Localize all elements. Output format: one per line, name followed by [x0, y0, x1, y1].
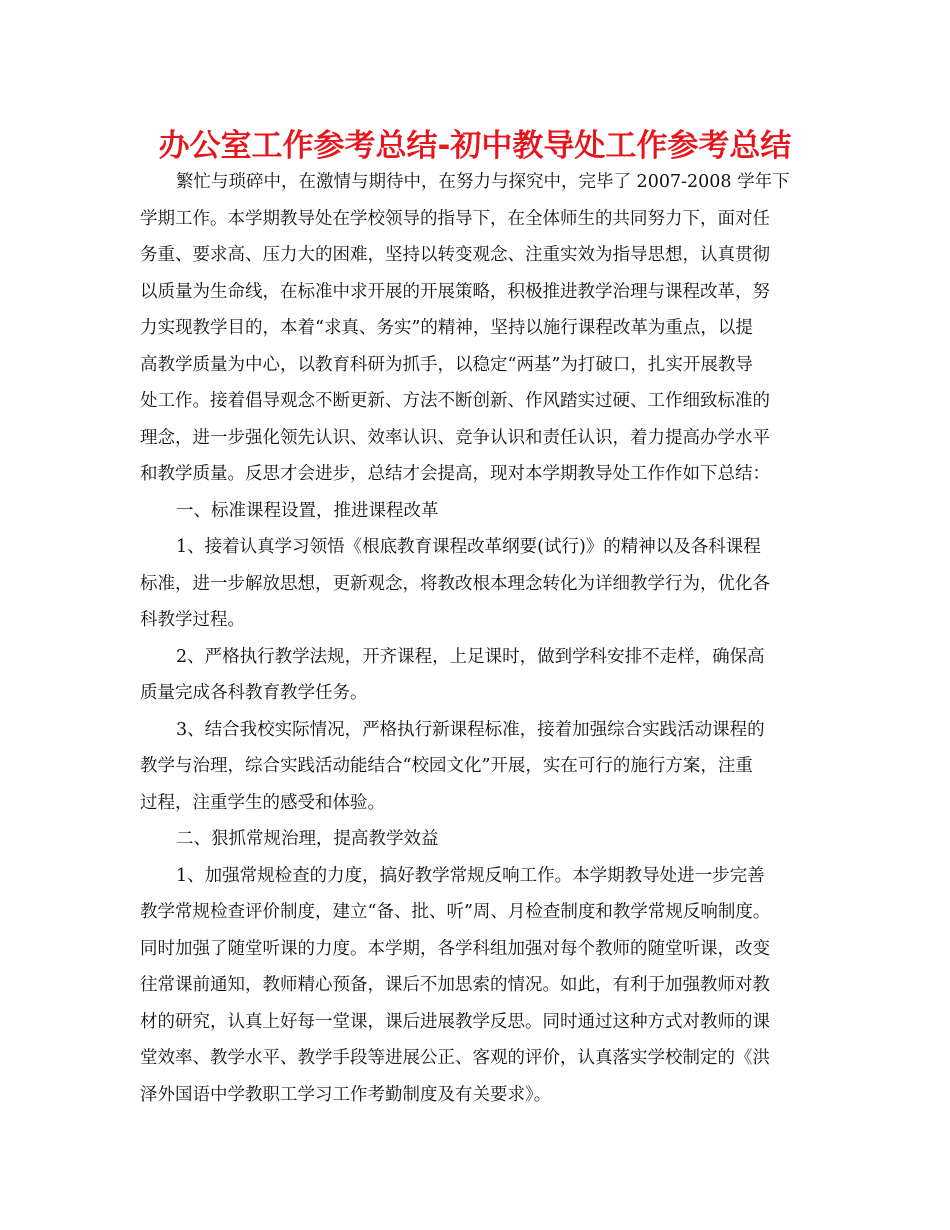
- paragraph-line: 教学与治理，综合实践活动能结合“校园文化”开展，实在可行的施行方案，注重: [140, 756, 753, 776]
- paragraph-line: 1、加强常规检查的力度，搞好教学常规反响工作。本学期教导处进一步完善: [176, 865, 765, 886]
- paragraph-line: 1、接着认真学习领悟《根底教育课程改革纲要(试行)》的精神以及各科课程: [176, 537, 761, 557]
- paragraph-line: 往常课前通知，教师精心预备，课后不加思索的情况。如此，有利于加强教师对教: [140, 975, 770, 995]
- paragraph-line: 标准，进一步解放思想，更新观念，将教改根本理念转化为详细教学行为，优化各: [140, 573, 770, 594]
- paragraph-line: 处工作。接着倡导观念不断更新、方法不断创新、作风踏实过硬、工作细致标准的: [140, 391, 770, 411]
- paragraph-line: 和教学质量。反思才会进步，总结才会提高，现对本学期教导处工作作如下总结：: [140, 464, 770, 484]
- paragraph-line: 力实现教学目的，本着“求真、务实”的精神，坚持以施行课程改革为重点，以提: [140, 318, 753, 338]
- paragraph-line: 繁忙与琐碎中，在激情与期待中，在努力与探究中，完毕了 2007-2008 学年下: [176, 172, 790, 192]
- paragraph-line: 2、严格执行教学法规，开齐课程，上足课时，做到学科安排不走样，确保高: [176, 646, 765, 667]
- paragraph-line: 泽外国语中学教职工学习工作考勤制度及有关要求》。: [140, 1084, 552, 1105]
- paragraph-line: 科教学过程。: [140, 610, 245, 630]
- section-heading: 一、标准课程设置，推进课程改革: [176, 500, 439, 521]
- document-title: 办公室工作参考总结-初中教导处工作参考总结: [158, 128, 792, 164]
- paragraph-line: 同时加强了随堂听课的力度。本学期，各学科组加强对每个教师的随堂听课，改变: [140, 938, 770, 959]
- paragraph-line: 理念，进一步强化领先认识、效率认识、竞争认识和责任认识，着力提高办学水平: [140, 427, 770, 448]
- paragraph-line: 3、结合我校实际情况，严格执行新课程标准，接着加强综合实践活动课程的: [176, 719, 765, 740]
- paragraph-line: 过程，注重学生的感受和体验。: [140, 792, 385, 813]
- paragraph-line: 务重、要求高、压力大的困难，坚持以转变观念、注重实效为指导思想，认真贯彻: [140, 245, 770, 265]
- paragraph-line: 质量完成各科教育教学任务。: [140, 683, 368, 703]
- paragraph-line: 教学常规检查评价制度，建立“备、批、听”周、月检查制度和教学常规反响制度。: [140, 902, 771, 922]
- paragraph-line: 学期工作。本学期教导处在学校领导的指导下，在全体师生的共同努力下，面对任: [140, 208, 770, 229]
- paragraph-line: 堂效率、教学水平、教学手段等进展公正、客观的评价，认真落实学校制定的《洪: [140, 1048, 770, 1068]
- section-heading: 二、狠抓常规治理，提高教学效益: [176, 829, 439, 849]
- paragraph-line: 材的研究，认真上好每一堂课，课后进展教学反思。同时通过这种方式对教师的课: [140, 1011, 770, 1032]
- paragraph-line: 高教学质量为中心，以教育科研为抓手，以稳定“两基”为打破口，扎实开展教导: [140, 354, 753, 375]
- document-body: [140, 164, 820, 1113]
- paragraph-line: 以质量为生命线，在标准中求开展的开展策略，积极推进教学治理与课程改革，努: [140, 281, 770, 302]
